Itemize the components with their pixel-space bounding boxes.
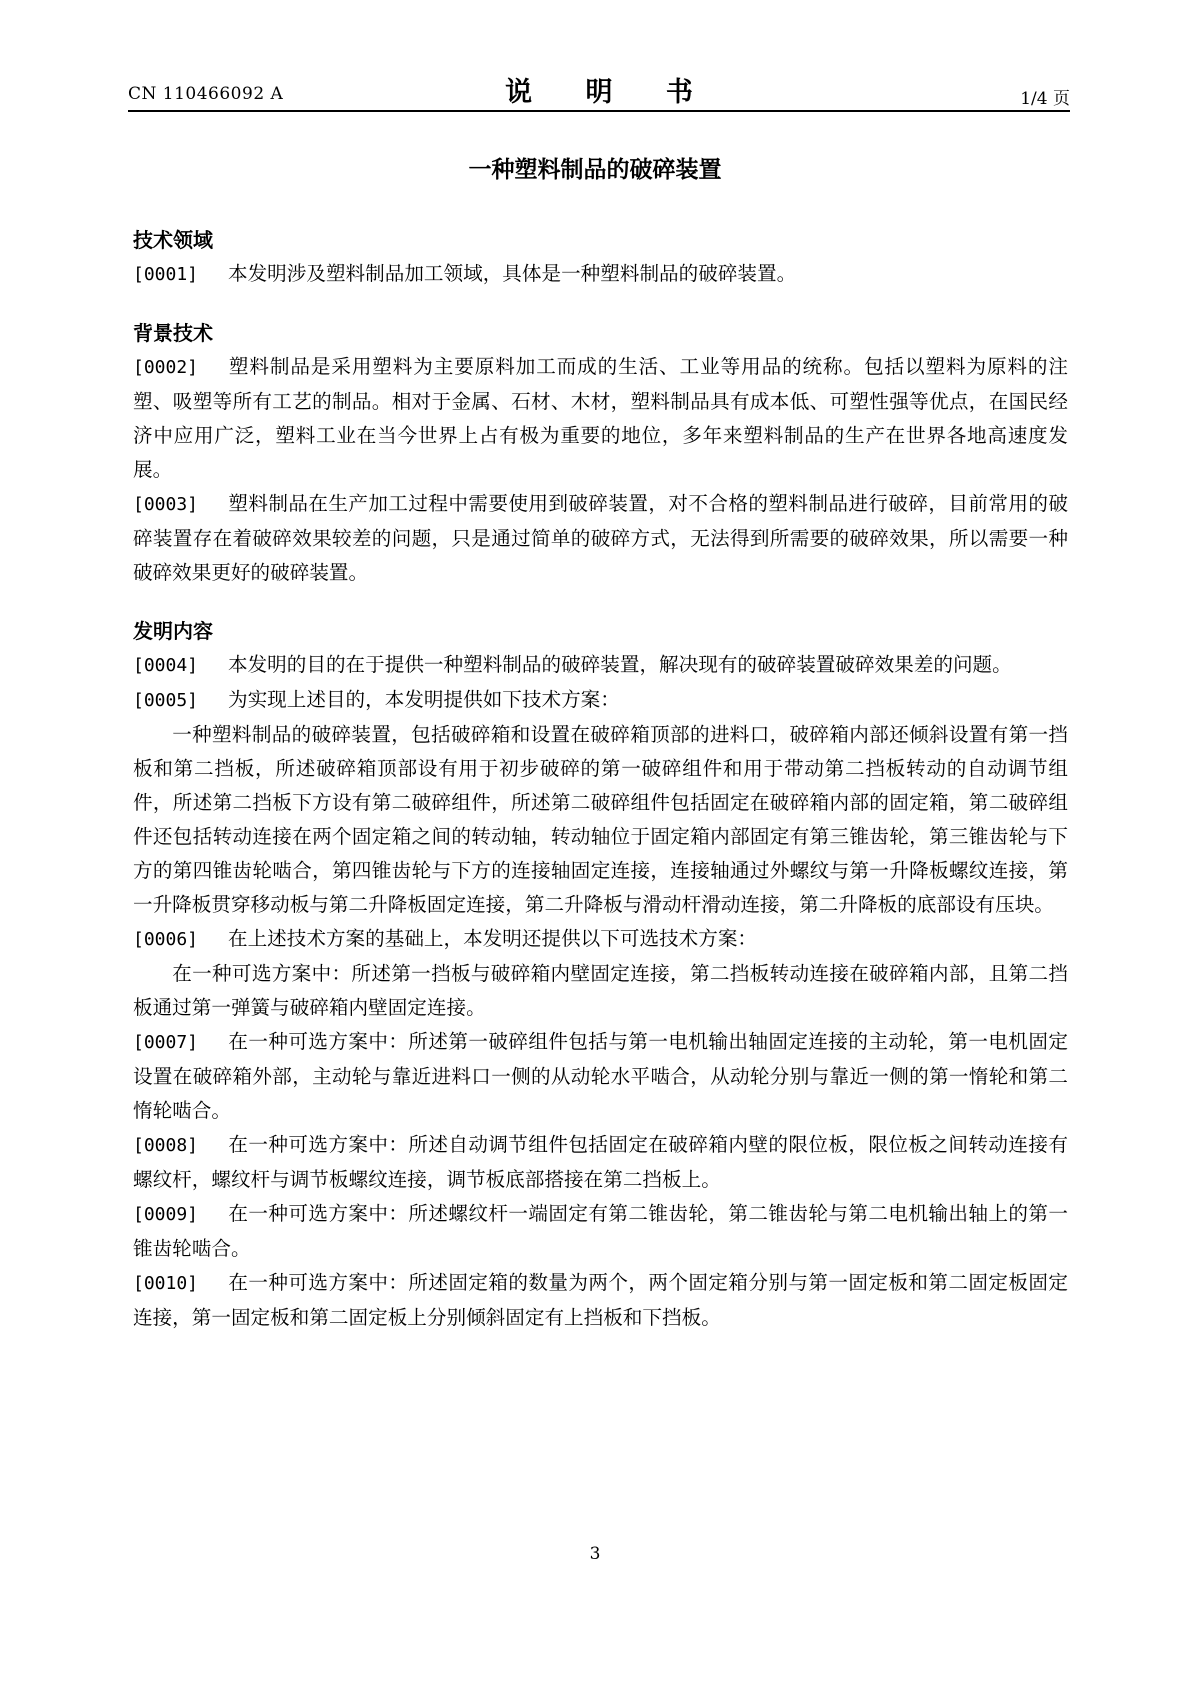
paragraph [133,648,1068,683]
page-number: 3 [589,1544,601,1564]
section-heading-summary: 发明内容 [133,619,213,643]
section-heading-technical-field: 技术领域 [133,228,213,252]
paragraph [133,487,1068,590]
paragraph-text: 塑料制品是采用塑料为主要原料加工而成的生活、工业等用品的统称。包括以塑料为原料的注塑、吸塑等所有工艺的制品。相对于金属、石材、木材，塑料制品具有成本低、可塑性强等优点，在国民经济中应用广泛，塑料工业在当今世界上占有极为重要的地位，多年来塑料制品的生产在世界各地高速度发展。 [133,355,1068,481]
paragraph-text: 本发明涉及塑料制品加工领域，具体是一种塑料制品的破碎装置。 [228,262,797,285]
document-title: 一种塑料制品的破碎装置 [468,157,722,183]
section-heading-background: 背景技术 [133,321,213,345]
paragraph-number: [0006] [133,929,199,950]
paragraph-text: 在上述技术方案的基础上，本发明还提供以下可选技术方案： [228,927,758,950]
page-header [128,66,1070,112]
paragraph-number: [0002] [133,357,199,378]
paragraph-number: [0004] [133,655,199,676]
paragraph-number: [0008] [133,1135,199,1156]
paragraph [133,1197,1068,1266]
paragraph-text: 塑料制品在生产加工过程中需要使用到破碎装置，对不合格的塑料制品进行破碎，目前常用的破碎装置存在着破碎效果较差的问题，只是通过简单的破碎方式，无法得到所需要的破碎效果，所以需要一种破碎效果更好的破碎装置。 [133,492,1068,584]
paragraph-text: 在一种可选方案中：所述第一破碎组件包括与第一电机输出轴固定连接的主动轮，第一电机固定设置在破碎箱外部，主动轮与靠近进料口一侧的从动轮水平啮合，从动轮分别与靠近一侧的第一惰轮和第二惰轮啮合。 [133,1030,1068,1122]
document-body [133,223,1068,1335]
paragraph-continuation: 在一种可选方案中：所述第一挡板与破碎箱内壁固定连接，第二挡板转动连接在破碎箱内部，且第二挡板通过第一弹簧与破碎箱内壁固定连接。 [133,962,1068,1019]
paragraph [133,922,1068,957]
paragraph-number: [0001] [133,264,199,285]
document-type: 说 明 书 [505,77,715,108]
paragraph [133,257,1068,292]
document-number: CN 110466092 A [128,84,284,104]
page-label: 1/4 页 [1020,89,1070,109]
paragraph-text: 在一种可选方案中：所述固定箱的数量为两个，两个固定箱分别与第一固定板和第二固定板固定连接，第一固定板和第二固定板上分别倾斜固定有上挡板和下挡板。 [133,1271,1068,1329]
paragraph [133,1266,1068,1335]
paragraph-continuation: 一种塑料制品的破碎装置，包括破碎箱和设置在破碎箱顶部的进料口，破碎箱内部还倾斜设置有第一挡板和第二挡板，所述破碎箱顶部设有用于初步破碎的第一破碎组件和用于带动第二挡板转动的自动调节组件，所述第二挡板下方设有第二破碎组件，所述第二破碎组件包括固定在破碎箱内部的固定箱，第二破碎组件还包括转动连接在两个固定箱之间的转动轴，转动轴位于固定箱内部固定有第三锥齿轮，第三锥齿轮与下方的第四锥齿轮啮合，第四锥齿轮与下方的连接轴固定连接，连接轴通过外螺纹与第一升降板螺纹连接，第一升降板贯穿移动板与第二升降板固定连接，第二升降板与滑动杆滑动连接，第二升降板的底部设有压块。 [133,723,1068,916]
paragraph [133,1128,1068,1197]
paragraph [133,683,1068,718]
paragraph-number: [0007] [133,1032,199,1053]
paragraph-number: [0003] [133,494,199,515]
paragraph [133,1025,1068,1128]
paragraph-number: [0009] [133,1204,199,1225]
paragraph-text: 在一种可选方案中：所述螺纹杆一端固定有第二锥齿轮，第二锥齿轮与第二电机输出轴上的第一锥齿轮啮合。 [133,1202,1068,1260]
paragraph-number: [0005] [133,690,199,711]
paragraph-number: [0010] [133,1273,199,1294]
paragraph-text: 本发明的目的在于提供一种塑料制品的破碎装置，解决现有的破碎装置破碎效果差的问题。 [228,653,1012,676]
paragraph [133,350,1068,487]
paragraph-text: 为实现上述目的，本发明提供如下技术方案： [228,688,620,711]
paragraph-text: 在一种可选方案中：所述自动调节组件包括固定在破碎箱内壁的限位板，限位板之间转动连接有螺纹杆，螺纹杆与调节板螺纹连接，调节板底部搭接在第二挡板上。 [133,1133,1068,1191]
